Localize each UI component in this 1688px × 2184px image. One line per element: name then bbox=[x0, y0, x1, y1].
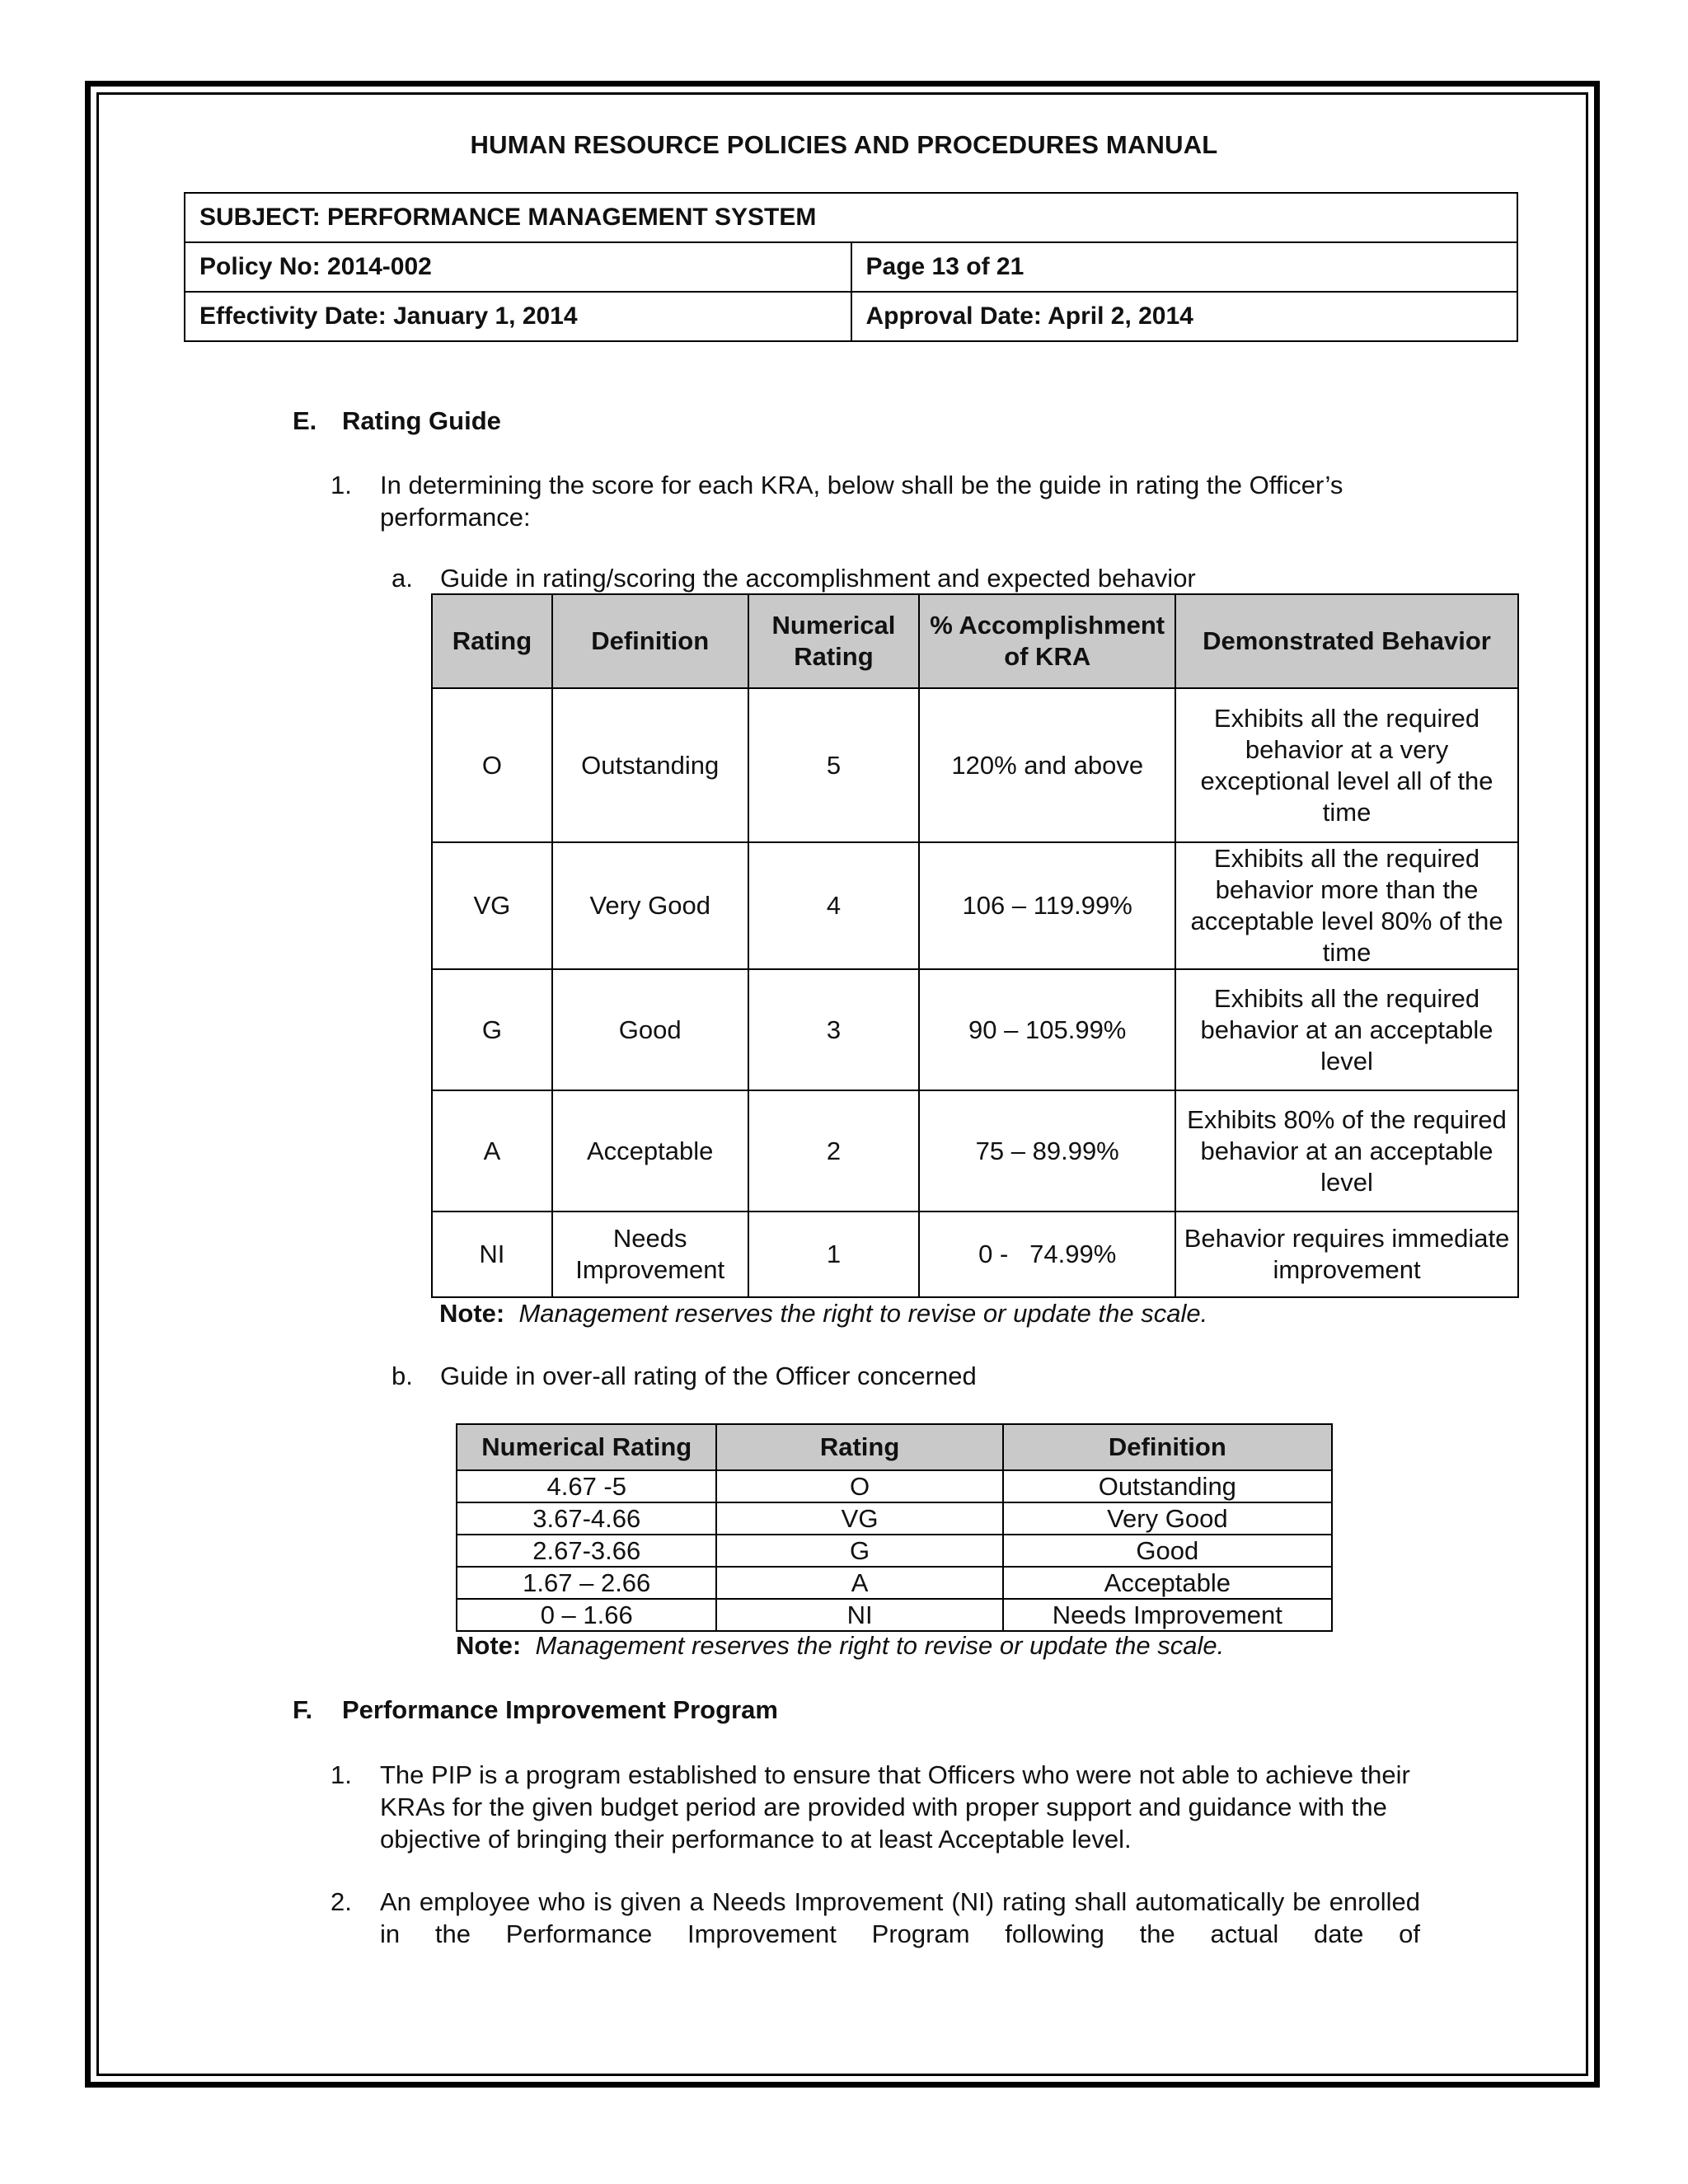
table-cell: NI bbox=[432, 1212, 552, 1297]
header-cell: Numerical Rating bbox=[748, 594, 920, 688]
table-cell: VG bbox=[716, 1502, 1002, 1535]
note-label: Note: bbox=[456, 1631, 522, 1660]
header-cell: Demonstrated Behavior bbox=[1175, 594, 1518, 688]
subitem-text: Guide in over-all rating of the Officer concerned bbox=[440, 1361, 977, 1390]
table-cell: NI bbox=[716, 1599, 1002, 1631]
note-text: Management reserves the right to revise or update the scale. bbox=[518, 1299, 1208, 1328]
note-label: Note: bbox=[439, 1299, 505, 1328]
table-cell: Acceptable bbox=[552, 1090, 748, 1212]
table-row bbox=[457, 1535, 1332, 1567]
subject-cell: SUBJECT: PERFORMANCE MANAGEMENT SYSTEM bbox=[185, 193, 1517, 242]
policy-no-cell: Policy No: 2014-002 bbox=[185, 242, 851, 292]
policy-header-table bbox=[184, 192, 1518, 342]
table-cell: 2.67-3.66 bbox=[457, 1535, 716, 1567]
table-row bbox=[432, 842, 1518, 969]
table-cell: A bbox=[432, 1090, 552, 1212]
table-cell: O bbox=[432, 688, 552, 842]
table-cell: 5 bbox=[748, 688, 920, 842]
table-row bbox=[432, 1090, 1518, 1212]
item-text: In determining the score for each KRA, below shall be the guide in rating the Officer’s performance: bbox=[380, 471, 1343, 532]
table-cell: 4 bbox=[748, 842, 920, 969]
table-cell: Very Good bbox=[1003, 1502, 1332, 1535]
note-1 bbox=[439, 1299, 1207, 1329]
table-row bbox=[432, 969, 1518, 1090]
item-number: 1. bbox=[331, 471, 352, 499]
table-cell: A bbox=[716, 1567, 1002, 1599]
subitem-text: Guide in rating/scoring the accomplishment and expected behavior bbox=[440, 564, 1196, 593]
table-cell: 75 – 89.99% bbox=[919, 1090, 1175, 1212]
section-f-item-1 bbox=[331, 1759, 1418, 1858]
subitem-label: a. bbox=[392, 564, 413, 593]
table-cell: G bbox=[716, 1535, 1002, 1567]
table-row bbox=[457, 1502, 1332, 1535]
table-cell: VG bbox=[432, 842, 552, 969]
table-cell: 90 – 105.99% bbox=[919, 969, 1175, 1090]
table-cell: Exhibits all the required behavior more than the acceptable level 80% of the time bbox=[1175, 842, 1518, 969]
manual-title: HUMAN RESOURCE POLICIES AND PROCEDURES MANUAL bbox=[470, 130, 1218, 159]
note-2 bbox=[456, 1631, 1224, 1661]
section-e-title: Rating Guide bbox=[342, 406, 501, 435]
table-cell: Good bbox=[552, 969, 748, 1090]
item-text: An employee who is given a Needs Improvement (NI) rating shall automatically be enrolled in the Performance Improvement Program following the actual date of bbox=[380, 1887, 1420, 1948]
table-cell: Good bbox=[1003, 1535, 1332, 1567]
table-cell: Outstanding bbox=[1003, 1470, 1332, 1502]
section-f-title: Performance Improvement Program bbox=[342, 1695, 778, 1724]
page-number-cell: Page 13 of 21 bbox=[851, 242, 1518, 292]
approval-date-cell: Approval Date: April 2, 2014 bbox=[851, 292, 1518, 341]
note-text: Management reserves the right to revise or update the scale. bbox=[535, 1631, 1225, 1660]
item-number: 1. bbox=[331, 1760, 352, 1789]
overall-rating-table bbox=[456, 1423, 1333, 1632]
table-cell: G bbox=[432, 969, 552, 1090]
table-cell: 0 – 1.66 bbox=[457, 1599, 716, 1631]
table-header-row bbox=[432, 594, 1518, 688]
table-cell: Behavior requires immediate improvement bbox=[1175, 1212, 1518, 1297]
table-cell: Acceptable bbox=[1003, 1567, 1332, 1599]
section-e-item-1 bbox=[331, 469, 1418, 535]
table-cell: 3 bbox=[748, 969, 920, 1090]
table-cell: Needs Improvement bbox=[1003, 1599, 1332, 1631]
effectivity-date-cell: Effectivity Date: January 1, 2014 bbox=[185, 292, 851, 341]
section-f-label: F. bbox=[293, 1695, 313, 1724]
section-e-label: E. bbox=[293, 406, 317, 435]
table-cell: 106 – 119.99% bbox=[919, 842, 1175, 969]
table-row bbox=[457, 1567, 1332, 1599]
header-cell: Definition bbox=[552, 594, 748, 688]
section-f-item-2 bbox=[331, 1886, 1418, 1952]
rating-guide-table bbox=[431, 593, 1519, 1298]
header-cell: Definition bbox=[1003, 1424, 1332, 1470]
table-row bbox=[432, 688, 1518, 842]
table-cell: 3.67-4.66 bbox=[457, 1502, 716, 1535]
table-cell: Outstanding bbox=[552, 688, 748, 842]
table-cell: Exhibits all the required behavior at a very exceptional level all of the time bbox=[1175, 688, 1518, 842]
header-cell: % Accomplishment of KRA bbox=[919, 594, 1175, 688]
table-row bbox=[457, 1470, 1332, 1502]
table-cell: Exhibits all the required behavior at an acceptable level bbox=[1175, 969, 1518, 1090]
table-row bbox=[432, 1212, 1518, 1297]
table-cell: 120% and above bbox=[919, 688, 1175, 842]
item-text: The PIP is a program established to ensure that Officers who were not able to achieve their KRAs for the given budget period are provided with proper support and guidance with the objective of bringing their performance to at least Acceptable level. bbox=[380, 1760, 1410, 1854]
header-cell: Rating bbox=[716, 1424, 1002, 1470]
table-cell: Exhibits 80% of the required behavior at an acceptable level bbox=[1175, 1090, 1518, 1212]
header-cell: Rating bbox=[432, 594, 552, 688]
table-cell: 2 bbox=[748, 1090, 920, 1212]
header-cell: Numerical Rating bbox=[457, 1424, 716, 1470]
subitem-label: b. bbox=[392, 1361, 413, 1390]
table-cell: 0 - 74.99% bbox=[919, 1212, 1175, 1297]
item-number: 2. bbox=[331, 1887, 352, 1916]
table-header-row bbox=[457, 1424, 1332, 1470]
table-row bbox=[457, 1599, 1332, 1631]
table-cell: 1 bbox=[748, 1212, 920, 1297]
table-cell: Very Good bbox=[552, 842, 748, 969]
table-cell: Needs Improvement bbox=[552, 1212, 748, 1297]
table-cell: 4.67 -5 bbox=[457, 1470, 716, 1502]
table-cell: O bbox=[716, 1470, 1002, 1502]
table-cell: 1.67 – 2.66 bbox=[457, 1567, 716, 1599]
